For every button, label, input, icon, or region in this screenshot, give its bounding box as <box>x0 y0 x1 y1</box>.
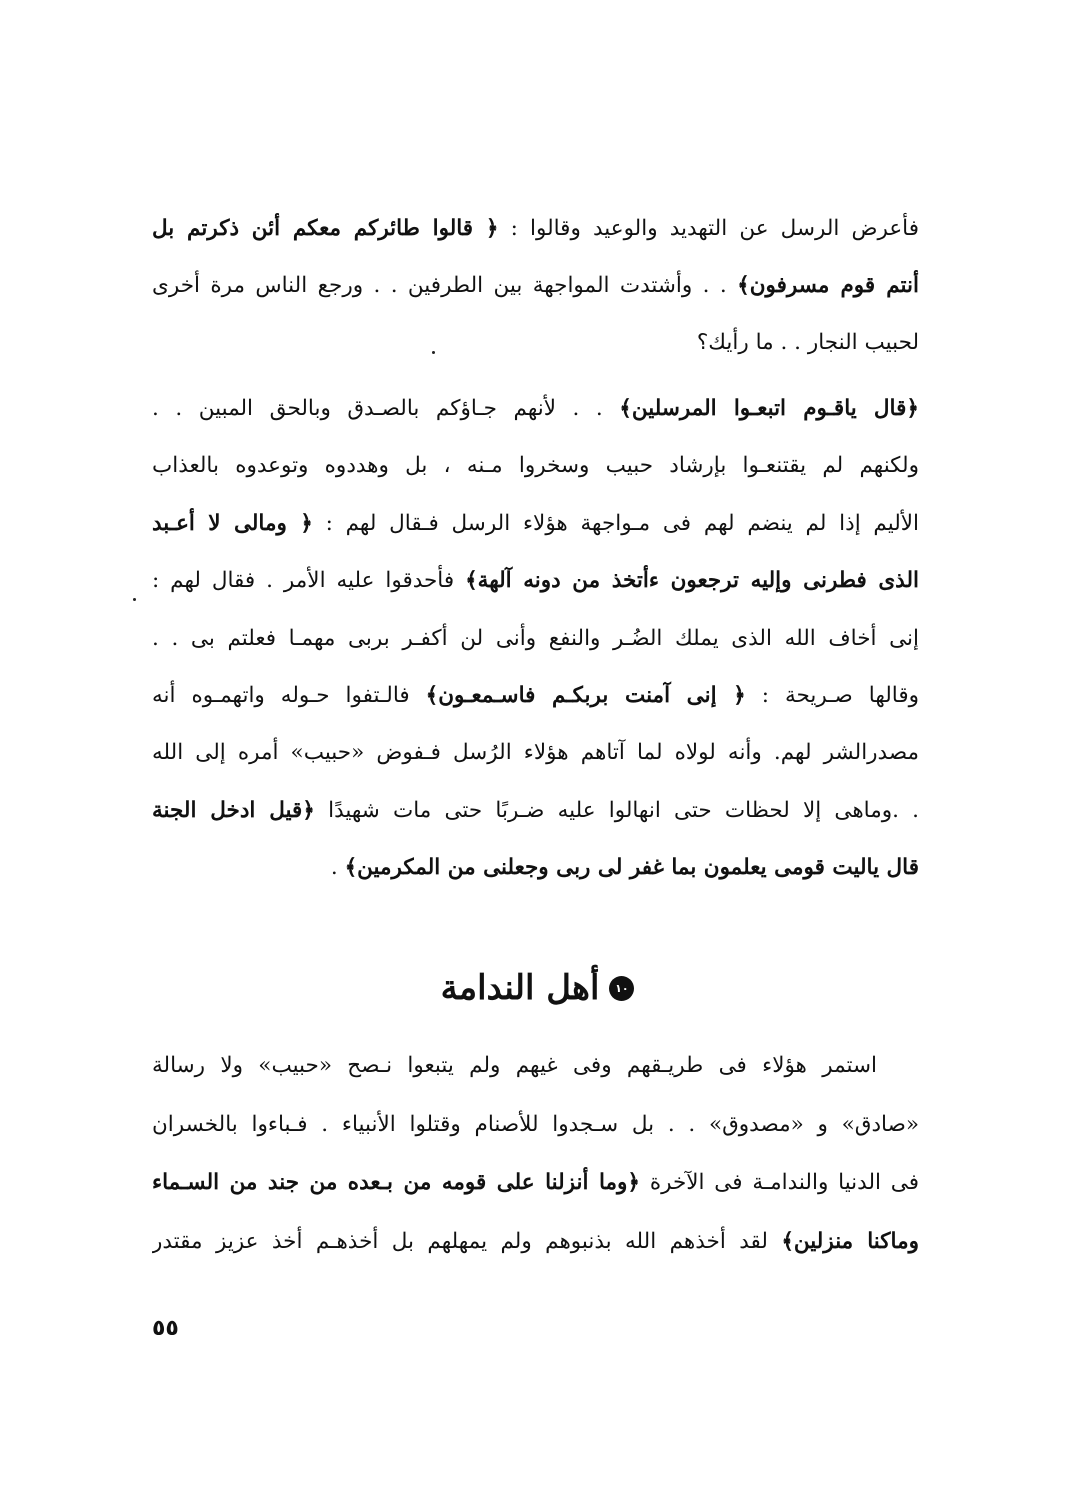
text-line: وماكنا منزلين﴾ لقد أخذهم الله بذنبوهم ولم يمهلهم بل أخذهـم أخذ عزيز مقتدر <box>152 1228 919 1254</box>
text-line: استمر هؤلاء فى طريـقهم وفى غيهم ولم يتبعوا نـصح «حبيب» ولا رسالة <box>152 1053 877 1078</box>
page-number: ٥٥ <box>152 1316 179 1341</box>
paragraph-1 <box>152 200 919 371</box>
text-line: «صادق» و «مصدوق» . . بل سـجدوا للأصنام وقتلوا الأنبياء . فـباءوا بالخسران <box>152 1111 919 1137</box>
text-line: إنى أخاف الله الذى يملك الضُـر والنفع وأنى لن أكفـر بربى مهمـا فعلتم بى . . <box>152 625 919 651</box>
paragraph-3 <box>152 1037 919 1271</box>
text-line: ﴿قال ياقـوم اتبعـوا المرسلين﴾ . . لأنهم جـاؤكم بالصـدق وبالحق المبين . . <box>152 396 919 421</box>
text-line: الذى فطرنى وإليه ترجعون ءأتخذ من دونه آلهة﴾ فأحدقوا عليه الأمر . فقال لهم : <box>152 568 919 594</box>
text-line: أنتم قوم مسرفون﴾ . . وأشتدت المواجهة بين الطرفين . . ورجع الناس مرة أخرى <box>152 273 919 298</box>
text-line: . .وماهى إلا لحظات حتى انهالوا عليه ضـربًا حتى مات شهيدًا ﴿قيل ادخل الجنة <box>152 797 919 823</box>
text-line: لحبيب النجار . . ما رأيك؟ <box>696 330 919 355</box>
text-line: فأعرض الرسل عن التهديد والوعيد وقالوا : ﴿ قالوا طائركم معكم أئن ذكرتم بل <box>152 216 919 241</box>
section-heading <box>154 958 921 1018</box>
paragraph-2 <box>152 380 919 897</box>
section-number-badge-icon: ١٠ <box>609 976 634 1001</box>
scan-speck <box>432 351 435 354</box>
section-title: أهل الندامة <box>440 968 600 1008</box>
text-line: ولكنهم لم يقتنعـوا بإرشاد حبيب وسخروا مـنه ، بل وهددوه وتوعدوه بالعذاب <box>152 453 919 479</box>
text-line: قال ياليت قومى يعلمون بما غفر لى ربى وجعلنى من المكرمين﴾ . <box>330 855 919 881</box>
scan-speck <box>133 598 136 601</box>
text-line: الأليم إذا لم ينضم لهم فى مـواجهة هؤلاء الرسل فـقال لهم : ﴿ ومالى لا أعـبد <box>152 510 919 536</box>
text-line: مصدرالشر لهم. وأنه لولاه لما آتاهم هؤلاء الرُسل فـفوض «حبيب» أمره إلى الله <box>152 740 919 766</box>
text-line: فى الدنيا والندامـة فى الآخرة ﴿وما أنزلنا على قومه من بـعده من جند من السـماء <box>152 1170 919 1195</box>
text-line: وقالها صـريحة : ﴿ إنى آمنت بربكـم فاسـمعـون﴾ فالـتفوا حـوله واتهمـوه أنه <box>152 682 919 708</box>
